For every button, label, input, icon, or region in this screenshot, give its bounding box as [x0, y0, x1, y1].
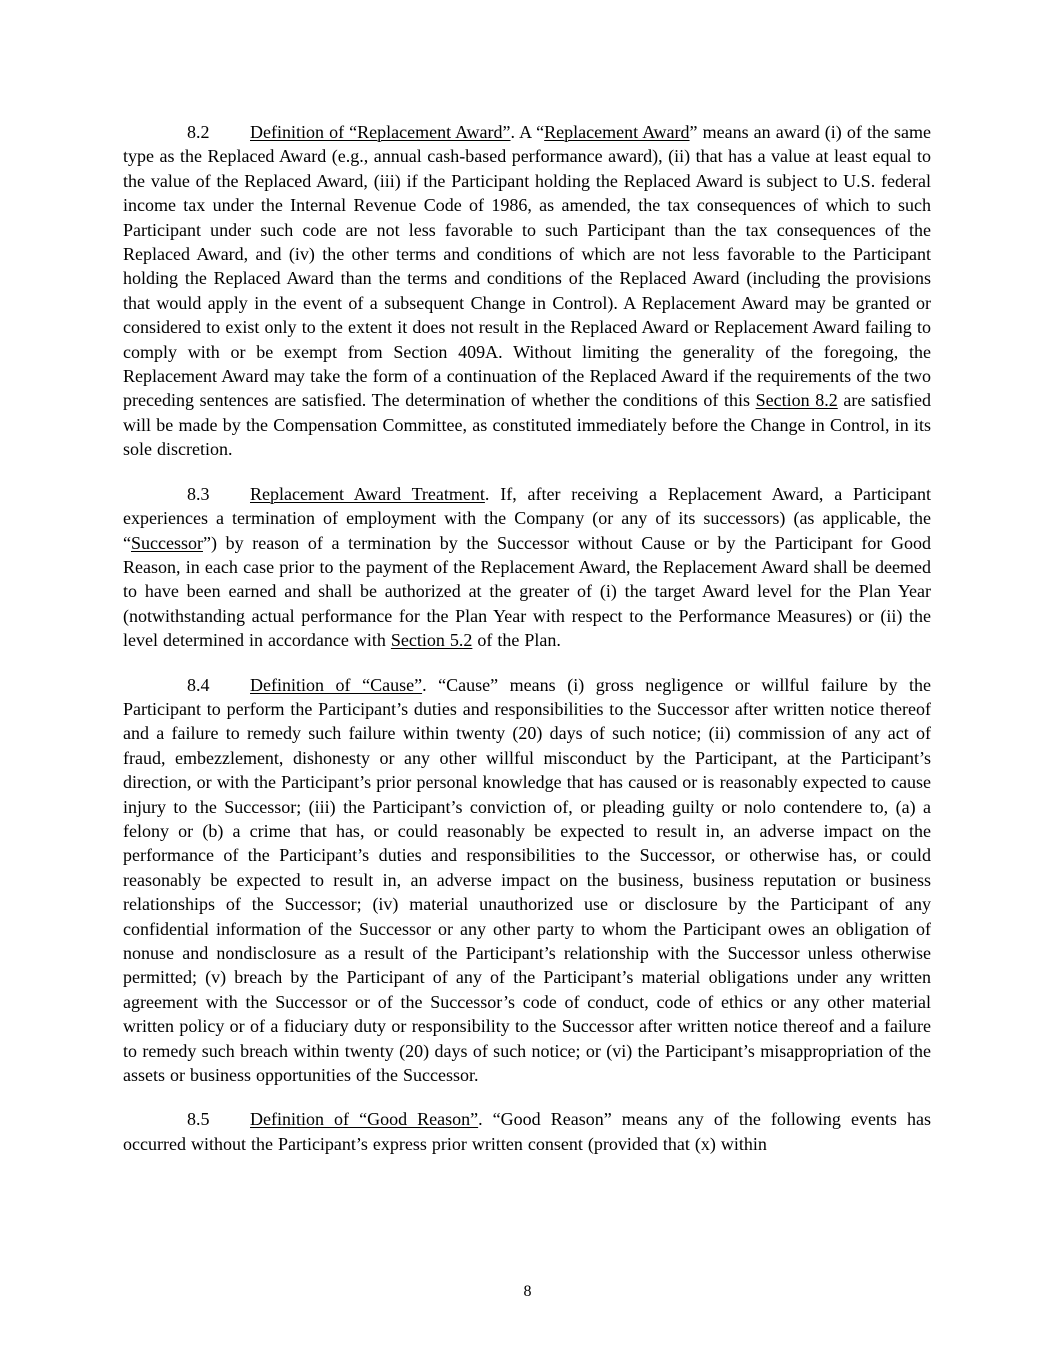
page-footer: [0, 1282, 1055, 1302]
text-run: of the Plan.: [472, 630, 561, 651]
underlined-text-run: Section 5.2: [390, 630, 473, 651]
section-number: 8.2: [187, 122, 210, 142]
underlined-text-run: Definition of “Replacement Award”: [250, 122, 511, 142]
text-run: . If, after receiving a Replacement Award, a Participant experiences a termination of employment with the Company (or any of its successors) (as applicable, the “: [123, 483, 931, 553]
text-run: ”) by reason of a termination by the Successor without Cause or by the Participant for Good Reason, in each case prior to the payment of the Replacement Award, the Replacement Award shall be deemed to have been earned and shall be authorized at the greater of (i) the target Award level for the Plan Year (notwithstanding actual performance for the Plan Year with respect to the Performance Measures) or (ii) the level determined in accordance with: [123, 532, 931, 651]
section-number: 8.3: [187, 483, 210, 504]
section-number: 8.4: [187, 674, 210, 695]
page-number: 8: [523, 1283, 532, 1300]
underlined-text-run: Successor: [131, 532, 203, 553]
underlined-text-run: Replacement Award Treatment: [250, 483, 485, 504]
paragraph-8.4: [123, 673, 931, 1088]
underlined-text-run: Definition of “Good Reason”: [250, 1109, 479, 1130]
underlined-text-run: Replacement Award: [544, 122, 690, 142]
text-run: . A “: [510, 122, 545, 142]
section-number: 8.5: [187, 1109, 210, 1130]
text-run: are satisfied will be made by the Compensation Committee, as constituted immediately before the Change in Control, in its sole discretion.: [123, 390, 931, 460]
text-run: . “Cause” means (i) gross negligence or willful failure by the Participant to perform the Participant’s duties and responsibilities to the Successor after written notice thereof and a failure to remedy such failure within twenty (20) days of such notice; (ii) commission of any act of fraud, embezzlement, dishonesty or any other willful misconduct by the Participant, at the Participant’s direction, or with the Participant’s prior personal knowledge that has caused or is reasonably expected to cause injury to the Successor; (iii) the Participant’s conviction of, or pleading guilty or nolo contendere to, (a) a felony or (b) a crime that has, or could reasonably be expected to result in, an adverse impact on the performance of the Participant’s duties and responsibilities to the Successor, or otherwise has, or could reasonably be expected to result in, an adverse impact on the business, business reputation or business relationships of the Successor; (iv) material unauthorized use or disclosure by the Participant of any confidential information of the Successor or any other party to whom the Participant owes an obligation of nonuse and nondisclosure as a result of the Participant’s relationship with the Successor unless otherwise permitted; (v) breach by the Participant of any of the Participant’s material obligations under any written agreement with the Successor or of the Successor’s code of conduct, code of ethics or any other material written policy or of a fiduciary duty or responsibility to the Successor after written notice thereof and a failure to remedy such breach within twenty (20) days of such notice; or (vi) the Participant’s misappropriation of the assets or business opportunities of the Successor.: [123, 674, 932, 1086]
underlined-text-run: Section 8.2: [755, 390, 838, 411]
paragraph-8.3: [123, 482, 931, 653]
paragraph-8.2: [123, 120, 931, 462]
paragraph-8.5: [123, 1107, 931, 1156]
text-run: ” means an award (i) of the same type as the Replaced Award (e.g., annual cash-based performance award), (ii) that has a value at least equal to the value of the Replaced Award, (iii) if the Participant holding the Replaced Award is subject to U.S. federal income tax under the Internal Revenue Code of 1986, as amended, the tax consequences of which to such Participant under such code are not less favorable to such Participant than the tax consequences of the Replaced Award, and (iv) the other terms and conditions of which are not less favorable to the Participant holding the Replaced Award than the terms and conditions of the Replaced Award (including the provisions that would apply in the event of a subsequent Change in Control). A Replacement Award may be granted or considered to exist only to the extent it does not result in the Replaced Award or Replacement Award failing to comply with or be exempt from Section 409A. Without limiting the generality of the foregoing, the Replacement Award may take the form of a continuation of the Replaced Award if the requirements of the two preceding sentences are satisfied. The determination of whether the conditions of this: [123, 122, 931, 411]
text-run: . “Good Reason” means any of the following events has occurred without the Participant’s express prior written consent (provided that (x) within: [123, 1109, 931, 1154]
document-body: [123, 120, 931, 1176]
underlined-text-run: Definition of “Cause”: [250, 674, 423, 695]
